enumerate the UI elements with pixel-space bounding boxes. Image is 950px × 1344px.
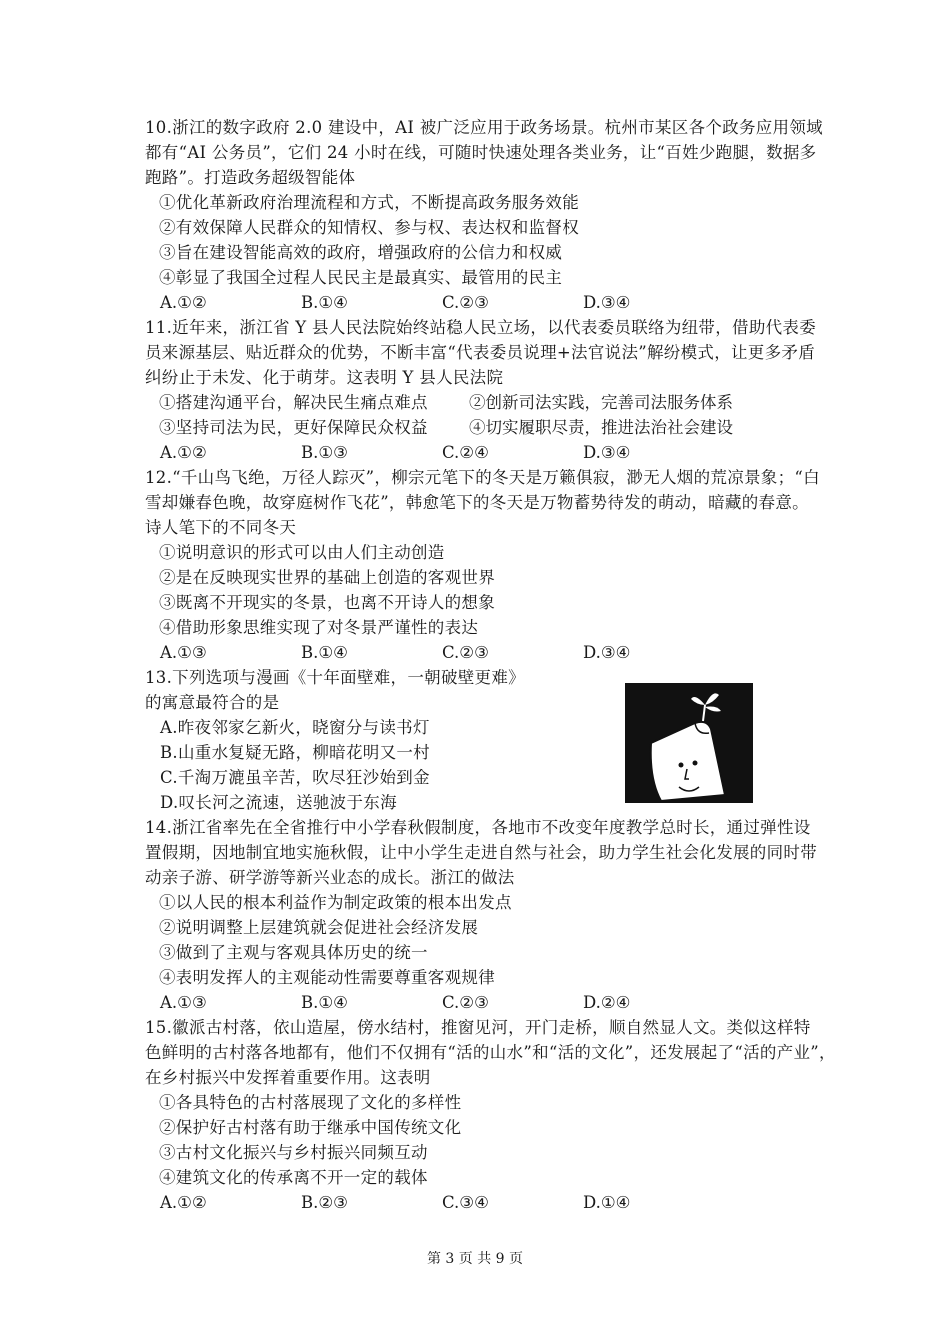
q13-option-d: D.叹长河之流速，送驰波于东海 <box>160 793 397 812</box>
q13-option-b: B.山重水复疑无路，柳暗花明又一村 <box>160 743 430 762</box>
q14-item-2: ②说明调整上层建筑就会促进社会经济发展 <box>159 918 479 937</box>
q12-option-b: B.①④ <box>301 643 348 662</box>
q14-option-d: D.②④ <box>583 993 631 1012</box>
q14-stem-line-1: 14.浙江省率先在全省推行中小学春秋假制度，各地市不改变年度教学总时长，通过弹性设 <box>145 818 811 837</box>
q12-stem-line-2: 雪却嫌春色晚，故穿庭树作飞花”，韩愈笔下的冬天是万物蓄势待发的萌动，暗藏的春意。 <box>145 493 809 512</box>
q14-stem-line-3: 动亲子游、研学游等新兴业态的成长。浙江的做法 <box>145 868 515 887</box>
q10-item-2: ②有效保障人民群众的知情权、参与权、表达权和监督权 <box>159 218 579 237</box>
q12-option-d: D.③④ <box>583 643 631 662</box>
q10-stem-line-3: 跑路”。打造政务超级智能体 <box>145 168 356 187</box>
q10-option-d: D.③④ <box>583 293 631 312</box>
q12-option-c: C.②③ <box>442 643 489 662</box>
q10-item-4: ④彰显了我国全过程人民民主是最真实、最管用的民主 <box>159 268 563 287</box>
q11-stem-line-1: 11.近年来，浙江省 Y 县人民法院始终站稳人民立场，以代表委员联络为纽带，借助代表委 <box>145 318 817 337</box>
q14-option-a: A.①③ <box>160 993 207 1012</box>
q10-option-b: B.①④ <box>301 293 348 312</box>
q10-item-3: ③旨在建设智能高效的政府，增强政府的公信力和权威 <box>159 243 563 262</box>
page-number-footer: 第 3 页 共 9 页 <box>426 1251 524 1267</box>
cartoon-wall-breaking-image <box>625 683 753 803</box>
q11-item-2: ②创新司法实践，完善司法服务体系 <box>469 393 733 412</box>
q11-item-4: ④切实履职尽责，推进法治社会建设 <box>469 418 733 437</box>
q12-item-1: ①说明意识的形式可以由人们主动创造 <box>159 543 445 562</box>
q11-option-b: B.①③ <box>301 443 348 462</box>
q12-stem-line-1: 12.“千山鸟飞绝，万径人踪灭”，柳宗元笔下的冬天是万籁俱寂，渺无人烟的荒凉景象；“白 <box>145 468 820 487</box>
q11-item-3: ③坚持司法为民，更好保障民众权益 <box>159 418 428 437</box>
q11-option-a: A.①② <box>160 443 207 462</box>
q11-option-d: D.③④ <box>583 443 631 462</box>
q11-item-1: ①搭建沟通平台，解决民生痛点难点 <box>159 393 428 412</box>
q14-item-3: ③做到了主观与客观具体历史的统一 <box>159 943 428 962</box>
q15-item-4: ④建筑文化的传承离不开一定的载体 <box>159 1168 428 1187</box>
q10-stem-line-1: 10.浙江的数字政府 2.0 建设中，AI 被广泛应用于政务场景。杭州市某区各个政务应用领域 <box>145 118 823 137</box>
q15-stem-line-3: 在乡村振兴中发挥着重要作用。这表明 <box>145 1068 431 1087</box>
q15-option-a: A.①② <box>160 1193 207 1212</box>
cartoon-illustration <box>625 683 753 803</box>
q10-stem-line-2: 都有“AI 公务员”，它们 24 小时在线，可随时快速处理各类业务，让“百姓少跑腿，数据多 <box>145 143 817 162</box>
q15-item-2: ②保护好古村落有助于继承中国传统文化 <box>159 1118 462 1137</box>
q12-option-a: A.①③ <box>160 643 207 662</box>
q10-option-c: C.②③ <box>442 293 489 312</box>
q14-stem-line-2: 置假期，因地制宜地实施秋假，让中小学生走进自然与社会，助力学生社会化发展的同时带 <box>145 843 817 862</box>
q11-option-c: C.②④ <box>442 443 489 462</box>
q13-option-a: A.昨夜邻家乞新火，晓窗分与读书灯 <box>160 718 430 737</box>
q13-stem-line-2: 的寓意最符合的是 <box>145 693 280 712</box>
q14-item-4: ④表明发挥人的主观能动性需要尊重客观规律 <box>159 968 495 987</box>
q15-item-1: ①各具特色的古村落展现了文化的多样性 <box>159 1093 462 1112</box>
q11-stem-line-2: 员来源基层、贴近群众的优势，不断丰富“代表委员说理+法官说法”解纷模式，让更多矛盾 <box>145 343 815 362</box>
q15-item-3: ③古村文化振兴与乡村振兴同频互动 <box>159 1143 428 1162</box>
q11-stem-line-3: 纠纷止于未发、化于萌芽。这表明 Y 县人民法院 <box>145 368 504 387</box>
q12-item-2: ②是在反映现实世界的基础上创造的客观世界 <box>159 568 495 587</box>
q15-stem-line-2: 色鲜明的古村落各地都有，他们不仅拥有“活的山水”和“活的文化”，还发展起了“活的产业”， <box>145 1043 836 1062</box>
q15-option-c: C.③④ <box>442 1193 489 1212</box>
q12-item-3: ③既离不开现实的冬景，也离不开诗人的想象 <box>159 593 495 612</box>
q14-item-1: ①以人民的根本利益作为制定政策的根本出发点 <box>159 893 512 912</box>
q15-stem-line-1: 15.徽派古村落，依山造屋，傍水结村，推窗见河，开门走桥，顺自然显人文。类似这样特 <box>145 1018 811 1037</box>
q15-option-d: D.①④ <box>583 1193 631 1212</box>
q12-item-4: ④借助形象思维实现了对冬景严谨性的表达 <box>159 618 479 637</box>
q14-option-c: C.②③ <box>442 993 489 1012</box>
q10-option-a: A.①② <box>160 293 207 312</box>
q12-stem-line-3: 诗人笔下的不同冬天 <box>145 518 297 537</box>
q10-item-1: ①优化革新政府治理流程和方式，不断提高政务服务效能 <box>159 193 579 212</box>
q13-option-c: C.千淘万漉虽辛苦，吹尽狂沙始到金 <box>160 768 430 787</box>
q15-option-b: B.②③ <box>301 1193 348 1212</box>
q14-option-b: B.①④ <box>301 993 348 1012</box>
q13-stem-line-1: 13.下列选项与漫画《十年面壁难，一朝破壁更难》 <box>145 668 525 687</box>
